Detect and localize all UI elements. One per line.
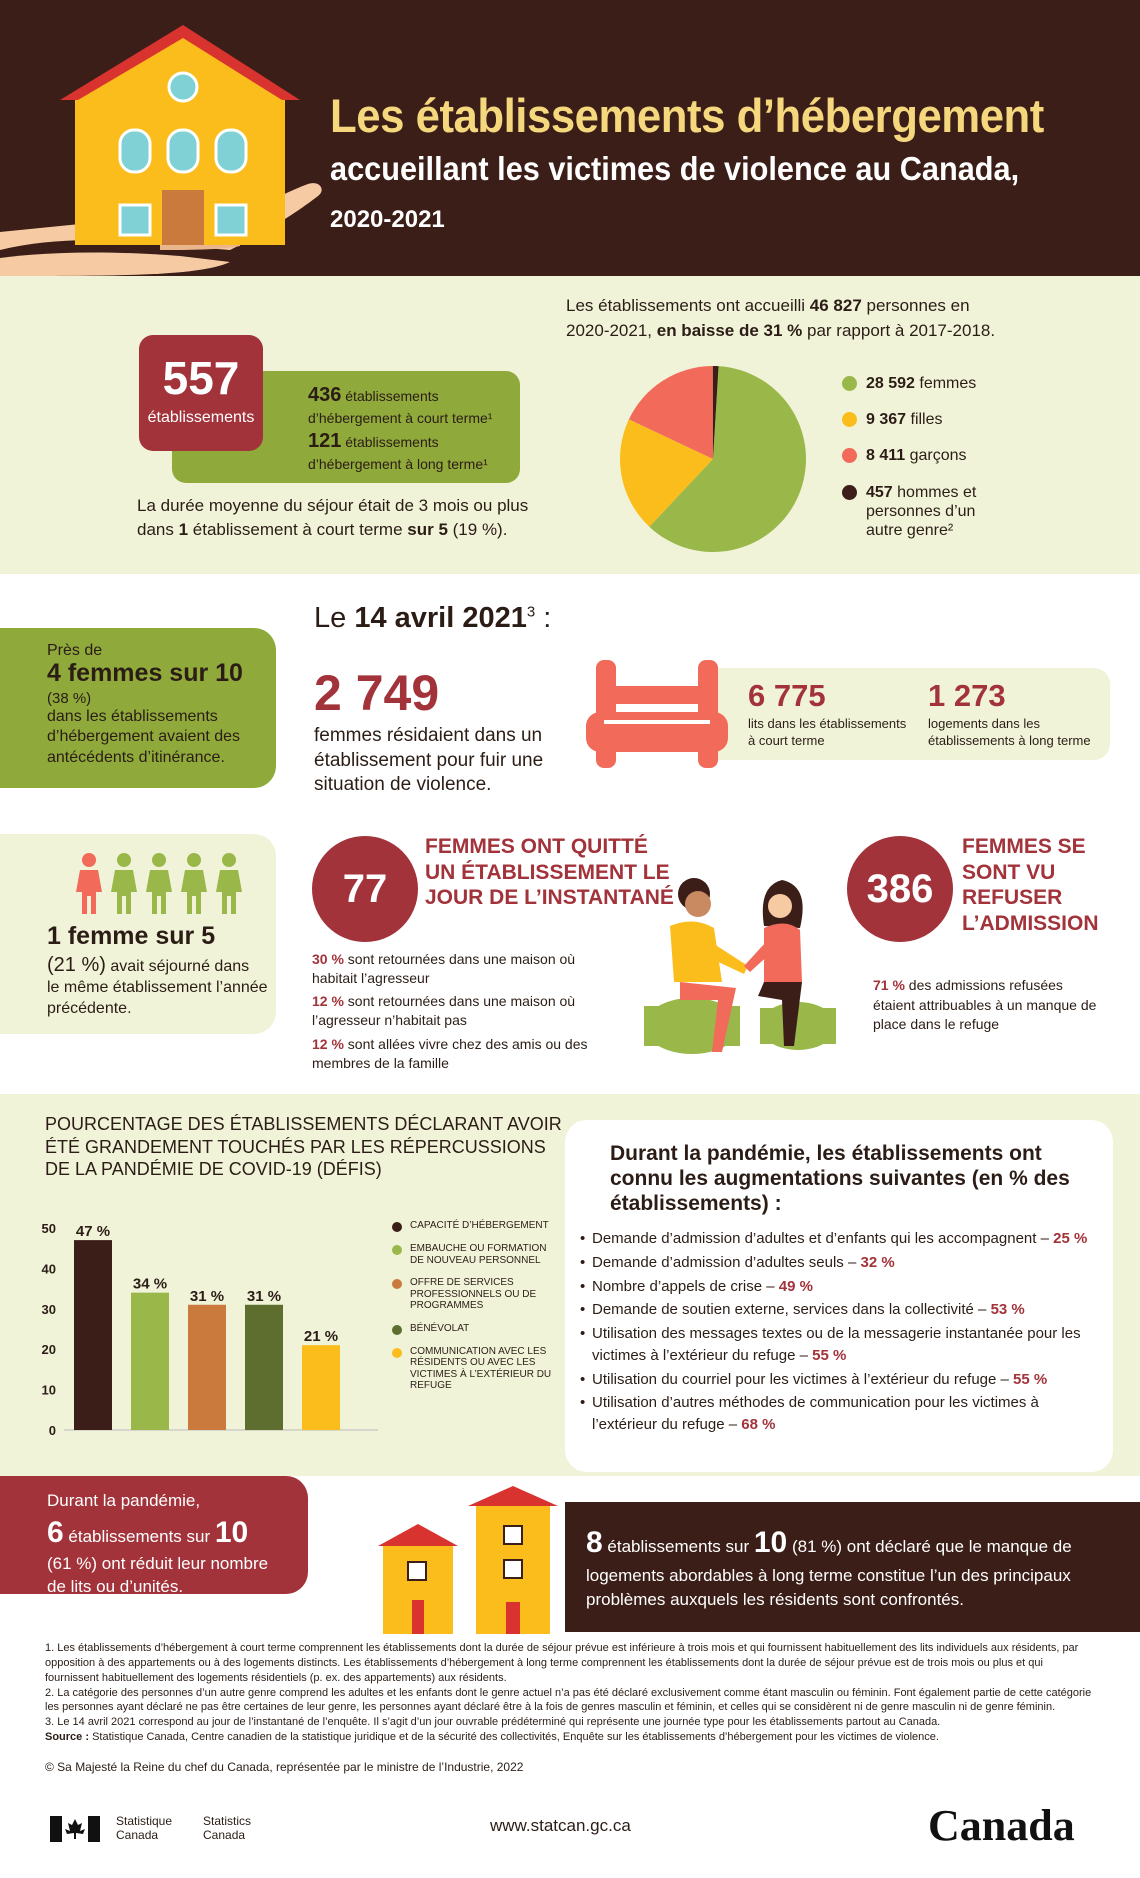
left-destination-item: 30 % sont retournées dans une maison où habitait l’agresseur (312, 951, 576, 986)
legend-swatch (392, 1245, 402, 1255)
refused-heading: FEMMES SE SONT VU REFUSER L’ADMISSION (962, 835, 1099, 935)
admitted-pie-chart (620, 366, 806, 552)
snapshot-date-heading: Le 14 avril 2021$^3$ : (314, 602, 552, 634)
legend-swatch (842, 448, 857, 463)
women-figures-icon (76, 852, 244, 914)
chart-legend (392, 1220, 552, 1403)
woman-figure (146, 853, 172, 914)
chart-legend-item (392, 1220, 552, 1232)
y-tick-label: 20 (41, 1342, 56, 1358)
women-left-heading: FEMMES ONT QUITTÉ UN ÉTABLISSEMENT LE JOUR DE L’INSTANTANÉ (425, 835, 674, 910)
statcan-fr-signature: Statistique Canada (116, 1814, 173, 1843)
housing-shortage-text: 8 établissements sur 10 (81 %) ont déclaré que le manque de logements abordables à long terme constitue l’un des principaux problèmes auxquels les résidents sont confrontés. (586, 1526, 1072, 1609)
legend-swatch (842, 376, 857, 391)
legend-item-boys: 8 411 garçons (842, 446, 1082, 465)
reduced-beds-box: Durant la pandémie, 6 établissements sur 10 (61 %) ont réduit leur nombre de lits ou d’unités. (0, 1476, 308, 1594)
y-tick-label: 0 (48, 1423, 56, 1438)
women-left-count: 77 (312, 836, 418, 942)
canada-flag-icon (50, 1816, 100, 1842)
total-facilities-number: 557 (162, 352, 240, 404)
repeat-stay-text: (21 %) avait séjourné dans le même établissement l’année précédente. (47, 954, 268, 1017)
woman-figure (76, 853, 102, 914)
y-tick-label: 30 (41, 1301, 56, 1317)
y-tick-label: 50 (41, 1221, 56, 1236)
statcan-en-signature: Statistics Canada (203, 1814, 252, 1843)
legend-item-women: 28 592 femmes (842, 374, 1082, 393)
chart-title: POURCENTAGE DES ÉTABLISSEMENTS DÉCLARANT AVOIR ÉTÉ GRANDEMENT TOUCHÉS PAR LES RÉPERCUSSIONS DE LA PANDÉMIE DE COVID-19 (DÉFIS) (45, 1114, 562, 1179)
legend-swatch (392, 1279, 402, 1289)
list-item: • Utilisation d’autres méthodes de communication pour les victimes à l’extérieur du refuge – 68 % (580, 1392, 1100, 1436)
legend-swatch (842, 412, 857, 427)
legend-label: OFFRE DE SERVICES PROFESSIONNELS OU DE PROGRAMMES (410, 1277, 537, 1311)
legend-swatch (392, 1325, 402, 1335)
average-stay-text: La durée moyenne du séjour était de 3 mois ou plus dans 1 établissement à court terme sur 5 (19 %). (137, 496, 529, 539)
women-resident-count: 2 749 (314, 665, 440, 721)
footnotes (45, 1641, 1095, 1745)
chart-legend-item (392, 1277, 552, 1312)
long-term-count: 121 établissements d’hébergement à long terme¹ (308, 430, 488, 472)
footnote: 1. Les établissements d’hébergement à court terme comprennent les établissements dont la durée de séjour prévue est inférieure à trois mois et qui fournissent habituellement des lits individuels aux résidents, par opposition à des appartements ou à des logements distincts. Les établissements d’hébergement à long terme comprennent les établissements dont la durée de séjour prévue est de trois mois ou plus et qui fournissent habituellement des logements résidentiels (p. ex. des appartements) aux résidents. (45, 1642, 1079, 1684)
legend-swatch (842, 485, 857, 500)
pandemic-impact-bar-chart (30, 1212, 380, 1442)
total-facilities-label: établissements (147, 409, 255, 426)
bar-data-label: 31 % (189, 1287, 225, 1305)
bed-icon (586, 660, 728, 770)
legend-item-men-other: 457 hommes et personnes d’un autre genre² (842, 483, 992, 541)
bar (245, 1305, 283, 1430)
left-destination-item: 12 % sont allées vivre chez des amis ou des membres de la famille (312, 1036, 588, 1071)
admitted-legend (842, 374, 1082, 540)
list-item: • Demande d’admission d’adultes et d’enfants qui les accompagnent – 25 % (580, 1228, 1100, 1250)
total-facilities-badge (139, 335, 263, 451)
bar (131, 1293, 169, 1430)
copyright: © Sa Majesté la Reine du chef du Canada, représentée par le ministre de l’Industrie, 2022 (45, 1760, 524, 1774)
list-item: • Demande d’admission d’adultes seuls – 32 % (580, 1252, 1100, 1274)
bar-data-label: 31 % (246, 1287, 282, 1305)
footnote: 2. La catégorie des personnes d’un autre genre comprend les adultes et les enfants dont le genre actuel n’a pas été déclaré exclusivement comme étant masculin ou féminin. Font également partie de cette catégorie les personnes ayant déclaré ne pas être certaines de leur genre, les personnes ayant déclaré être à la fois de genres masculin et féminin, et celles qui se considèrent ni de genre masculin ni de genre féminin. (45, 1686, 1092, 1714)
two-women-talking-illustration (640, 866, 840, 1066)
bar-data-label: 47 % (75, 1223, 111, 1241)
page-subtitle: accueillant les victimes de violence au Canada, (330, 150, 1020, 187)
legend-swatch (392, 1348, 402, 1358)
long-term-units: 1 273 logements dans les établissements à long terme (928, 678, 1091, 748)
canada-wordmark: Canada (928, 1801, 1075, 1850)
admitted-summary: Les établissements ont accueilli 46 827 personnes en 2020-2021, en baisse de 31 % par rapport à 2017-2018. (566, 296, 996, 340)
woman-figure (111, 853, 137, 914)
woman-figure (216, 853, 242, 914)
list-item: • Demande de soutien externe, services dans la collectivité – 53 % (580, 1299, 1100, 1321)
refused-reason: 71 % des admissions refusées étaient attribuables à un manque de place dans le refuge (873, 977, 1097, 1033)
repeat-stay-ratio: 1 femme sur 5 (47, 922, 216, 950)
houses-illustration (378, 1484, 558, 1634)
list-item: • Utilisation du courriel pour les victimes à l’extérieur du refuge – 55 % (580, 1369, 1100, 1391)
header-banner (0, 0, 1140, 276)
women-resident-text: femmes résidaient dans un établissement pour fuir une situation de violence. (314, 725, 544, 796)
increases-list (580, 1228, 1100, 1438)
repeat-stay-box (0, 834, 276, 1034)
bar (188, 1305, 226, 1430)
bar-data-label: 21 % (303, 1328, 339, 1346)
refused-count: 386 (847, 836, 953, 942)
bar (302, 1345, 340, 1430)
chart-legend-item (392, 1346, 552, 1392)
source-line: Source : Statistique Canada, Centre canadien de la statistique juridique et de la sécurité des collectivités, Enquête sur les établissements d’hébergement pour les victimes de violence. (45, 1731, 939, 1744)
y-tick-label: 10 (41, 1382, 56, 1398)
list-item: • Utilisation des messages textes ou de la messagerie instantanée pour les victimes à l’extérieur du refuge – 55 % (580, 1323, 1100, 1367)
chart-legend-item (392, 1323, 552, 1335)
short-term-count: 436 établissements d’hébergement à court terme¹ (308, 384, 493, 426)
short-term-beds: 6 775 lits dans les établissements à court terme (748, 678, 907, 748)
page-year: 2020-2021 (330, 206, 445, 233)
legend-label: CAPACITÉ D’HÉBERGEMENT (410, 1220, 549, 1231)
chart-legend-item (392, 1243, 552, 1266)
page-title: Les établissements d’hébergement (330, 89, 1044, 142)
left-destination-item: 12 % sont retournées dans une maison où l’agresseur n’habitait pas (312, 993, 576, 1028)
legend-label: COMMUNICATION AVEC LES RÉSIDENTS OU AVEC LES VICTIMES À L’EXTÉRIEUR DU REFUGE (410, 1345, 552, 1391)
website-link[interactable]: www.statcan.gc.ca (490, 1816, 631, 1835)
woman-figure (181, 853, 207, 914)
bar (74, 1240, 112, 1430)
footnote: 3. Le 14 avril 2021 correspond au jour de l’instantané de l’enquête. Il s’agit d’un jour ouvrable prédéterminé qui représente une journée type pour les établissements partout au Canada. (45, 1716, 941, 1729)
legend-item-girls: 9 367 filles (842, 410, 1082, 429)
y-tick-label: 40 (41, 1261, 56, 1277)
legend-label: BÉNÉVOLAT (410, 1322, 470, 1334)
legend-label: EMBAUCHE OU FORMATION DE NOUVEAU PERSONNEL (410, 1243, 547, 1266)
list-item: • Nombre d’appels de crise – 49 % (580, 1276, 1100, 1298)
homelessness-history-box: Près de 4 femmes sur 10 (38 %) dans les établissements d’hébergement avaient des antécédents d’itinérance. (0, 628, 276, 788)
legend-swatch (392, 1222, 402, 1232)
bar-data-label: 34 % (132, 1275, 168, 1293)
house-in-hand-illustration (0, 0, 330, 276)
increases-title: Durant la pandémie, les établissements ont connu les augmentations suivantes (en % des établissements) : (610, 1142, 1070, 1216)
